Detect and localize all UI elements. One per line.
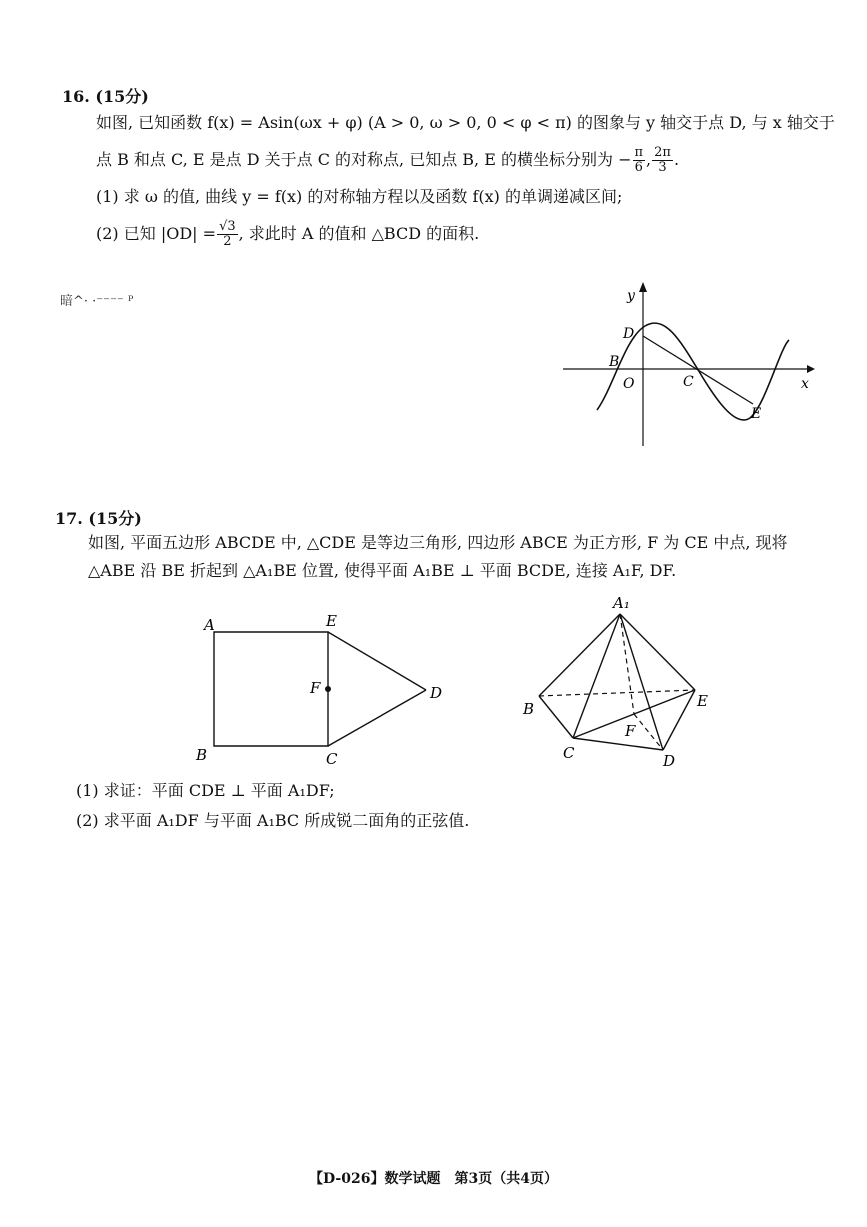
- q17-part2: (2) 求平面 A₁DF 与平面 A₁BC 所成锐二面角的正弦值.: [76, 811, 470, 830]
- hidden-edge-FD: [634, 714, 663, 750]
- planar-pentagon-figure: [190, 608, 460, 778]
- frac-denominator: 6: [634, 160, 643, 175]
- vertex-E-label: E: [326, 612, 337, 630]
- frac-numerator: 2π: [654, 145, 671, 160]
- q16-part2: [96, 220, 479, 249]
- vertex-A-label: A: [204, 616, 215, 634]
- vertex-E-label: E: [697, 692, 708, 710]
- vertex-D-label: D: [430, 684, 443, 702]
- point-F-label: F: [625, 722, 636, 740]
- y-axis-arrow: [639, 282, 647, 292]
- question-16-number: 16. (15分): [62, 87, 149, 106]
- frac-numerator: π: [634, 145, 644, 160]
- origin-O-label: O: [623, 376, 635, 392]
- x-axis-label: x: [801, 376, 809, 392]
- q16-part2-text-end: , 求此时 A 的值和 △BCD 的面积.: [238, 224, 480, 243]
- frac-denominator: 3: [658, 160, 667, 175]
- q17-part1: (1) 求证：平面 CDE ⊥ 平面 A₁DF;: [76, 781, 335, 800]
- q16-part2-text: (2) 已知 |OD| =: [96, 224, 217, 243]
- point-D-label: D: [623, 326, 635, 342]
- q16-part1: (1) 求 ω 的值, 曲线 y = f(x) 的对称轴方程以及函数 f(x) 的单调递减区间;: [96, 187, 623, 206]
- fraction-pi-over-6: [633, 146, 646, 175]
- frac-numerator: √3: [219, 219, 236, 234]
- edge-A1C: [573, 614, 620, 738]
- edge-DE: [663, 690, 695, 750]
- segment-DE: [643, 336, 753, 404]
- edge-A1E: [620, 614, 695, 690]
- hidden-edge-BE: [539, 690, 695, 696]
- vertex-C-label: C: [563, 744, 575, 762]
- sine-graph-figure: [555, 278, 825, 450]
- period: .: [673, 150, 680, 169]
- q17-stem-line2: △ABE 沿 BE 折起到 △A₁BE 位置, 使得平面 A₁BE ⊥ 平面 BCDE, 连接 A₁F, DF.: [88, 561, 677, 580]
- point-F-label: F: [310, 679, 321, 697]
- vertex-A1-label: A₁: [613, 594, 630, 612]
- midpoint-F-dot: [325, 686, 331, 692]
- frac-denominator: 2: [223, 234, 232, 249]
- comma: ,: [646, 150, 652, 169]
- y-axis-label: y: [627, 288, 635, 304]
- vertex-D-label: D: [663, 752, 676, 770]
- edge-CD: [328, 690, 426, 746]
- q16-stem-line2: [96, 146, 679, 175]
- point-E-label: E: [751, 406, 762, 422]
- folded-pyramid-figure: [515, 590, 725, 770]
- fraction-sqrt3-over-2: [217, 220, 238, 249]
- vertex-B-label: B: [196, 746, 208, 764]
- q16-stem-line1: 如图, 已知函数 f(x) = Asin(ωx + φ) (A > 0, ω > 0, 0 < φ < π) 的图象与 y 轴交于点 D, 与 x 轴交于: [96, 113, 835, 132]
- point-B-label: B: [609, 354, 620, 370]
- page-footer: 【D-026】数学试题 第3页（共4页）: [309, 1171, 558, 1187]
- vertex-B-label: B: [523, 700, 535, 718]
- point-C-label: C: [683, 374, 694, 390]
- x-axis-arrow: [807, 365, 815, 373]
- q16-stem-line2-text: 点 B 和点 C, E 是点 D 关于点 C 的对称点, 已知点 B, E 的横坐标分别为 −: [96, 150, 632, 169]
- edge-CD: [573, 738, 663, 750]
- stray-scan-mark: 暗^· ·⁻⁻⁻⁻ ᴾ: [60, 294, 134, 309]
- edge-ED: [328, 632, 426, 690]
- edge-BC: [539, 696, 573, 738]
- q17-stem-line1: 如图, 平面五边形 ABCDE 中, △CDE 是等边三角形, 四边形 ABCE 为正方形, F 为 CE 中点, 现将: [88, 533, 788, 552]
- hidden-edge-A1F: [620, 614, 634, 714]
- fraction-2pi-over-3: [652, 146, 673, 175]
- question-17-number: 17. (15分): [55, 509, 142, 528]
- edge-A1B: [539, 614, 620, 696]
- vertex-C-label: C: [326, 750, 338, 768]
